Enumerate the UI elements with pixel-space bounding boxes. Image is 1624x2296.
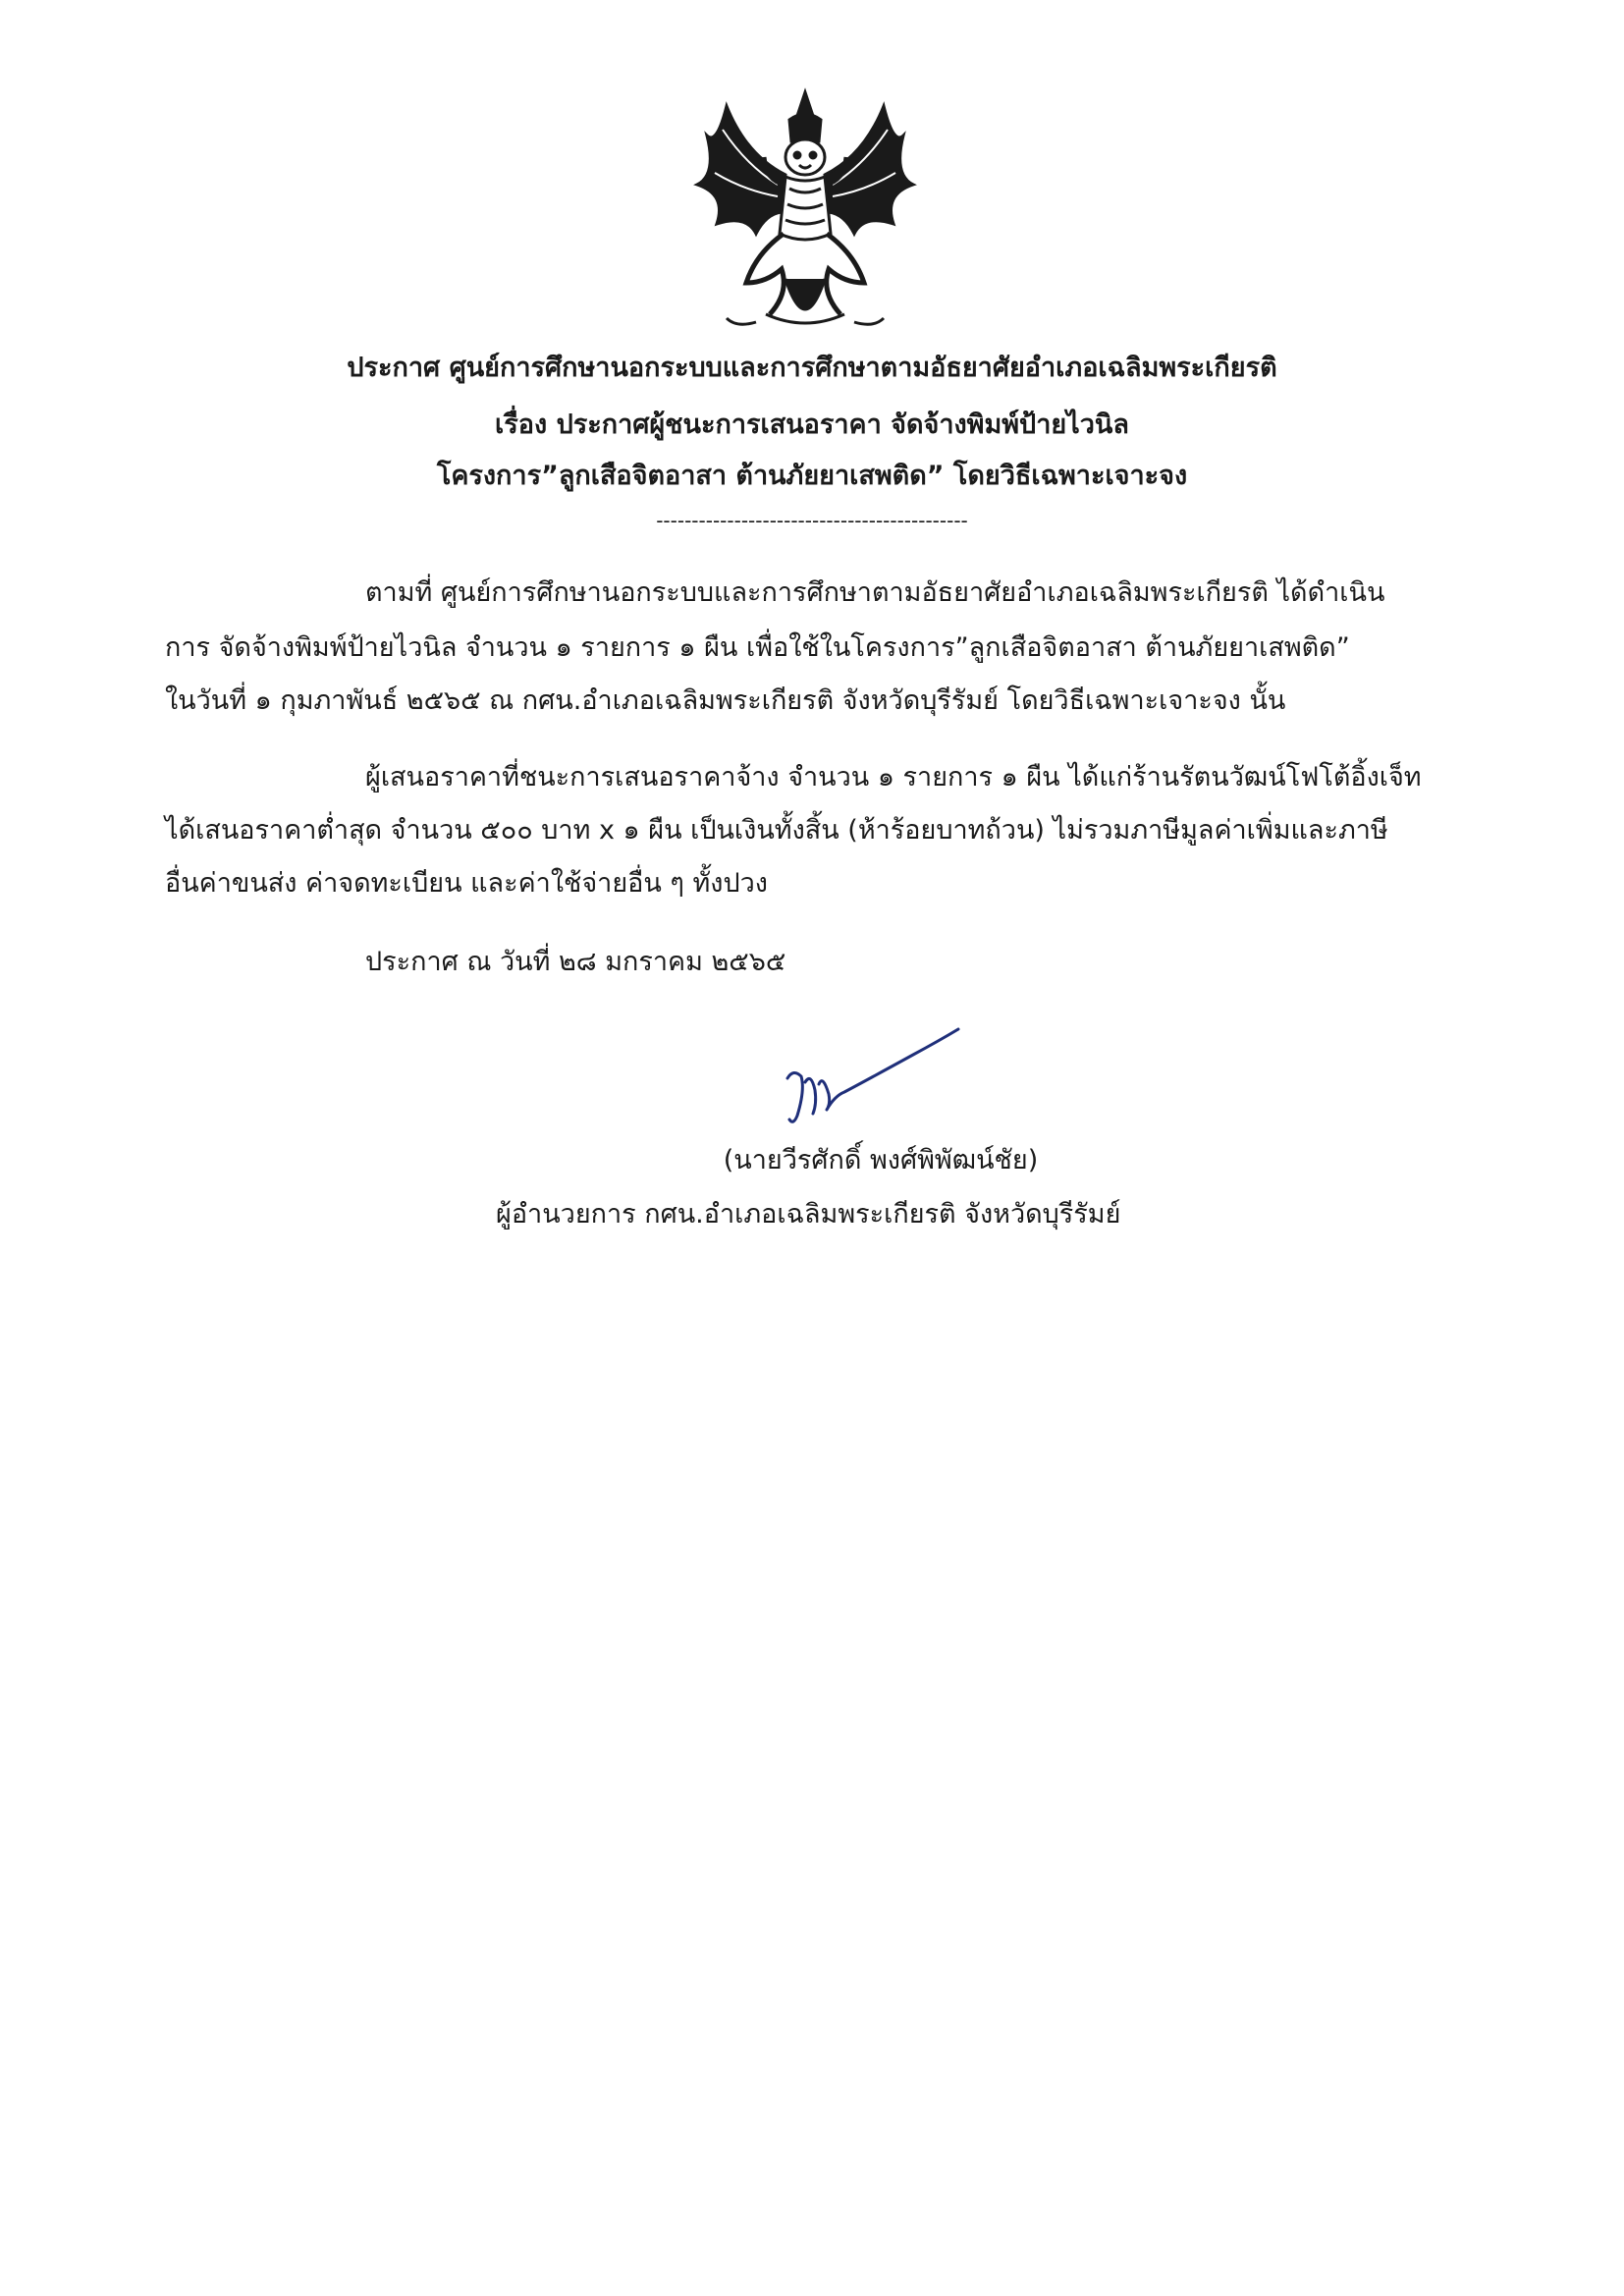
paragraph-2-line-1: ผู้เสนอราคาที่ชนะการเสนอราคาจ้าง จำนวน ๑ รายการ ๑ ผืน ได้แก่ร้านรัตนวัฒน์โฟโต้อิ้งเจ็ท xyxy=(365,762,1422,793)
heading-divider: -------------------------------------------- xyxy=(656,509,968,532)
handwritten-signature xyxy=(776,1021,972,1129)
paragraph-2-line-2: ได้เสนอราคาต่ำสุด จำนวน ๕๐๐ บาท x ๑ ผืน เป็นเงินทั้งสิ้น (ห้าร้อยบาทถ้วน) ไม่รวมภาษีมูลค่าเพิ่มและภาษี xyxy=(165,815,1388,846)
announcement-heading: ประกาศ ศูนย์การศึกษานอกระบบและการศึกษาตามอัธยาศัยอำเภอเฉลิมพระเกียรติ xyxy=(347,353,1277,383)
signer-name: (นายวีรศักดิ์ พงศ์พิพัฒน์ชัย) xyxy=(723,1145,1039,1175)
announcement-date: ประกาศ ณ วันที่ ๒๘ มกราคม ๒๕๖๕ xyxy=(365,947,786,977)
paragraph-1-line-1: ตามที่ ศูนย์การศึกษานอกระบบและการศึกษาตามอัธยาศัยอำเภอเฉลิมพระเกียรติ ได้ดำเนิน xyxy=(365,577,1385,608)
paragraph-1-line-2: การ จัดจ้างพิมพ์ป้ายไวนิล จำนวน ๑ รายการ ๑ ผืน เพื่อใช้ในโครงการ”ลูกเสือจิตอาสา ต้านภัยยาเสพติด” xyxy=(165,632,1350,663)
announcement-project: โครงการ”ลูกเสือจิตอาสา ต้านภัยยาเสพติด” โดยวิธีเฉพาะเจาะจง xyxy=(436,461,1188,491)
signer-title: ผู้อำนวยการ กศน.อำเภอเฉลิมพระเกียรติ จังหวัดบุรีรัมย์ xyxy=(496,1199,1121,1230)
garuda-emblem-icon xyxy=(687,86,923,342)
announcement-subject: เรื่อง ประกาศผู้ชนะการเสนอราคา จัดจ้างพิมพ์ป้ายไวนิล xyxy=(495,410,1129,440)
paragraph-1-line-3: ในวันที่ ๑ กุมภาพันธ์ ๒๕๖๕ ณ กศน.อำเภอเฉลิมพระเกียรติ จังหวัดบุรีรัมย์ โดยวิธีเฉพาะเจาะจง นั้น xyxy=(165,685,1286,716)
paragraph-2-line-3: อื่นค่าขนส่ง ค่าจดทะเบียน และค่าใช้จ่ายอื่น ๆ ทั้งปวง xyxy=(165,868,768,899)
